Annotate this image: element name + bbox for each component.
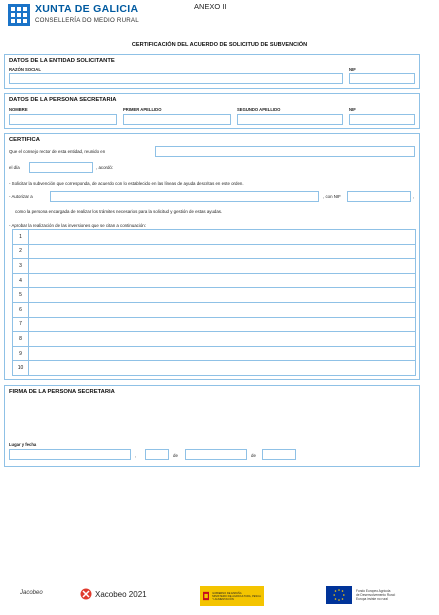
signature-section [4,385,420,467]
table-row [13,273,416,288]
comma-separator: , [135,453,137,458]
certify-heading: CERTIFICA [9,137,40,143]
row-number: 3 [13,259,29,274]
secretary-nif-field[interactable] [349,114,415,125]
table-row [13,259,416,274]
surname2-label: SEGUNDO APELLIDO [237,107,281,112]
meeting-place-field[interactable] [155,146,415,157]
secretary-nif-label: NIF [349,107,356,112]
document-header [8,2,433,30]
investment-field[interactable] [29,361,416,376]
investment-field[interactable] [29,302,416,317]
eu-flag-icon [326,586,352,604]
row-number: 6 [13,302,29,317]
authorize-text: - Autorizar a [9,194,33,199]
first-name-field[interactable] [9,114,117,125]
entity-heading: DATOS DE LA ENTIDAD SOLICITANTE [9,58,115,64]
first-name-label: NOMBRE [9,107,28,112]
table-row [13,288,416,303]
place-field[interactable] [9,449,131,460]
xunta-logo-icon [8,4,30,26]
approve-investments-text: - Aprobar la realización de las inversiones que se citan a continuación: [9,223,146,228]
date-prefix-text: el día [9,165,20,170]
secretary-heading: DATOS DE LA PERSONA SECRETARIA [9,97,117,103]
year-field[interactable] [262,449,296,460]
surname1-label: PRIMER APELLIDO [123,107,162,112]
row-number: 10 [13,361,29,376]
row-number: 8 [13,332,29,347]
investment-field[interactable] [29,230,416,245]
footer-logos [0,584,439,614]
eu-logo [326,586,395,604]
investments-table [12,229,416,376]
row-number: 1 [13,230,29,245]
investment-field[interactable] [29,332,416,347]
table-row [13,317,416,332]
business-name-label: RAZÓN SOCIAL [9,67,41,72]
surname2-field[interactable] [237,114,343,125]
de-text-1: de [173,453,178,458]
investment-field[interactable] [29,273,416,288]
jacobeo-text: Jacobeo [20,590,43,596]
xacobeo-text: Xacobeo 2021 [95,589,147,599]
place-date-label: Lugar y fecha [9,442,37,447]
investment-field[interactable] [29,346,416,361]
day-field[interactable] [145,449,169,460]
row-number: 4 [13,273,29,288]
agreed-text: , acordó: [96,165,114,170]
spain-shield-icon [203,590,209,602]
entity-section [4,54,420,89]
row-number: 9 [13,346,29,361]
xacobeo-icon [80,588,92,600]
table-row [13,361,416,376]
eu-dev-text: de Desenvolvemento Rural: [356,593,396,597]
table-row [13,230,416,245]
entity-nif-label: NIF [349,67,356,72]
document-title: CERTIFICACIÓN DEL ACUERDO DE SOLICITUD DE SUBVENCIÓN [131,42,308,48]
signature-heading: FIRMA DE LA PERSONA SECRETARIA [9,389,115,395]
authorized-nif-field[interactable] [347,191,411,202]
investment-field[interactable] [29,259,416,274]
business-name-field[interactable] [9,73,343,84]
annex-label: ANEXO II [194,2,227,11]
eu-fund-text: Fondo Europeo Agrícola [356,589,391,593]
row-number: 2 [13,244,29,259]
row-number: 7 [13,317,29,332]
surname1-field[interactable] [123,114,231,125]
investment-field[interactable] [29,288,416,303]
de-text-2: de [251,453,256,458]
government-text: GOBIERNO DE ESPAÑA [212,591,242,595]
authorized-person-field[interactable] [50,191,319,202]
authorized-nif-text: , con NIF [323,194,341,199]
table-row [13,244,416,259]
certify-section [4,133,420,380]
meeting-date-field[interactable] [29,162,93,173]
authorized-comma: , [413,194,415,199]
responsible-person-text: como la persona encargada de realizar los trámites necesarios para la solicitud y gestión de estas ayudas. [15,209,223,214]
table-row [13,302,416,317]
ministry-text: MINISTERIO DE AGRICULTURA, PESCA Y ALIMENTACIÓN [212,594,261,601]
brand-name: XUNTA DE GALICIA [35,3,139,15]
investment-field[interactable] [29,317,416,332]
request-subsidy-text: - Solicitar la subvención que corresponda, de acuerdo con lo establecido en las líneas de ayuda descritas en este orden. [9,181,244,186]
table-row [13,346,416,361]
row-number: 5 [13,288,29,303]
xacobeo-logo [80,588,147,600]
investment-field[interactable] [29,244,416,259]
table-row [13,332,416,347]
department-name: CONSELLERÍA DO MEDIO RURAL [35,17,139,24]
meeting-text: Que el consejo rector de esta entidad, reunido en [9,149,106,154]
entity-nif-field[interactable] [349,73,415,84]
government-logo [200,586,264,606]
jacobeo-logo [20,590,43,596]
month-field[interactable] [185,449,247,460]
secretary-section [4,93,420,129]
eu-motto-text: Europa inviste no rural [356,597,388,601]
